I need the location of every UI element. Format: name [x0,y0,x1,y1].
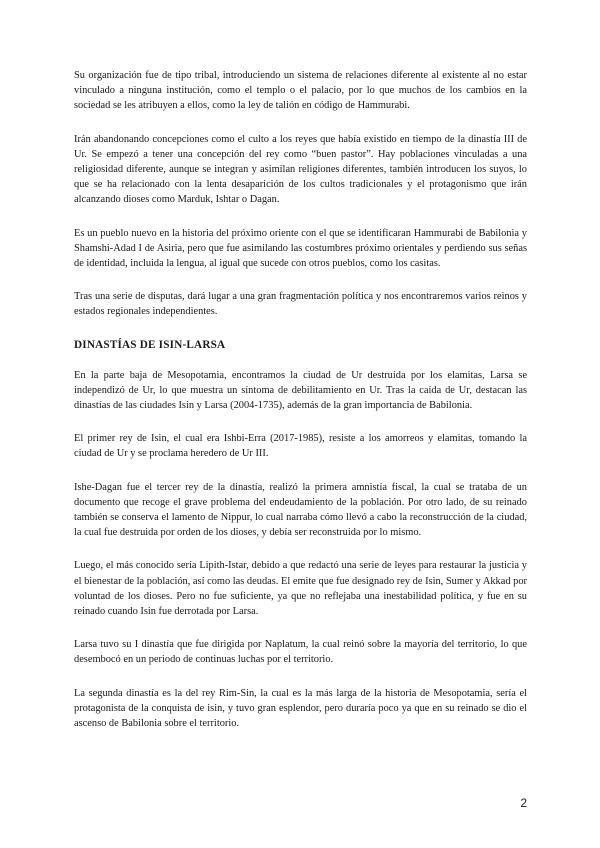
paragraph: Ishe-Dagan fue el tercer rey de la dinastía, realizó la primera amnistía fiscal, la cual se trataba de un documento que recoge el grave problema del endeudamiento de la población. Por otro lado, de su reinado también se conserva el lamento de Nippur, lo cual narraba cómo llevó a cabo la reconstrucción de la ciudad, la cual fue destruida por orden de los dioses, y debía ser reconstruida por lo mismo. [74,481,527,539]
paragraph: Irán abandonando concepciones como el culto a los reyes que había existido en tiempo de la dinastía III de Ur. Se empezó a tener una concepción del rey como “buen pastor”. Hay poblaciones vinculadas a una religiosidad diferente, aunque se integran y asimilan religiones diferentes, también introducen los suyos, lo que se ha relacionado con la lenta desaparición de los cultos tradicionales y el protagonismo que irán alcanzando dioses como Marduk, Ishtar o Dagan. [74,133,527,206]
paragraph: Tras una serie de disputas, dará lugar a una gran fragmentación política y nos encontraremos varios reinos y estados regionales independientes. [74,291,527,318]
paragraph: En la parte baja de Mesopotamia, encontramos la ciudad de Ur destruida por los elamitas, Larsa se independizó de Ur, lo que muestra un síntoma de debilitamiento en Ur. Tras la caída de Ur, destacan las dinastías de las ciudades Isin y Larsa (2004-1735), además de la gran importancia de Babilonia. [74,369,527,412]
paragraph: Es un pueblo nuevo en la historia del próximo oriente con el que se identificaran Hammurabi de Babilonia y Shamshi-Adad I de Asiria, pero que fue asimilando las costumbres próximo orientales y perdiendo sus señas de identidad, incluida la lengua, al igual que sucede con otros pueblos, como los casitas. [74,227,527,270]
paragraph: Su organización fue de tipo tribal, introduciendo un sistema de relaciones diferente al existente al no estar vinculado a ninguna institución, como el templo o el palacio, por lo que muchos de los cambios en la sociedad se les atribuyen a ellos, como la ley de talión en código de Hammurabi. [74,70,527,112]
page-number: 2 [520,796,527,810]
section-heading: DINASTÍAS DE ISIN-LARSA [74,338,226,351]
paragraph: El primer rey de Isin, el cual era Ishbi-Erra (2017-1985), resiste a los amorreos y elamitas, tomando la ciudad de Ur y se proclama heredero de Ur III. [74,433,527,460]
paragraph: La segunda dinastía es la del rey Rim-Sin, la cual es la más larga de la historia de Mesopotamia, sería el protagonista de la conquista de isin, y tuvo gran esplendor, pero duraría poco ya que en su reinado se dio el ascenso de Babilonia sobre el territorio. [74,687,527,730]
paragraph: Luego, el más conocido sería Lipith-Istar, debido a que redactó una serie de leyes para restaurar la justicia y el bienestar de la población, así como las deudas. El emite que fue designado rey de Isin, Sumer y Akkad por voluntad de los dioses. Pero no fue suficiente, ya que no reflejaba una inestabilidad política, y fue en su reinado cuando Isin fue derrotada por Larsa. [74,560,527,618]
paragraph: Larsa tuvo su I dinastía que fue dirigida por Naplatum, la cual reinó sobre la mayoría del territorio, lo que desembocó en un periodo de continuas luchas por el territorio. [74,639,527,666]
document-page [74,68,527,749]
